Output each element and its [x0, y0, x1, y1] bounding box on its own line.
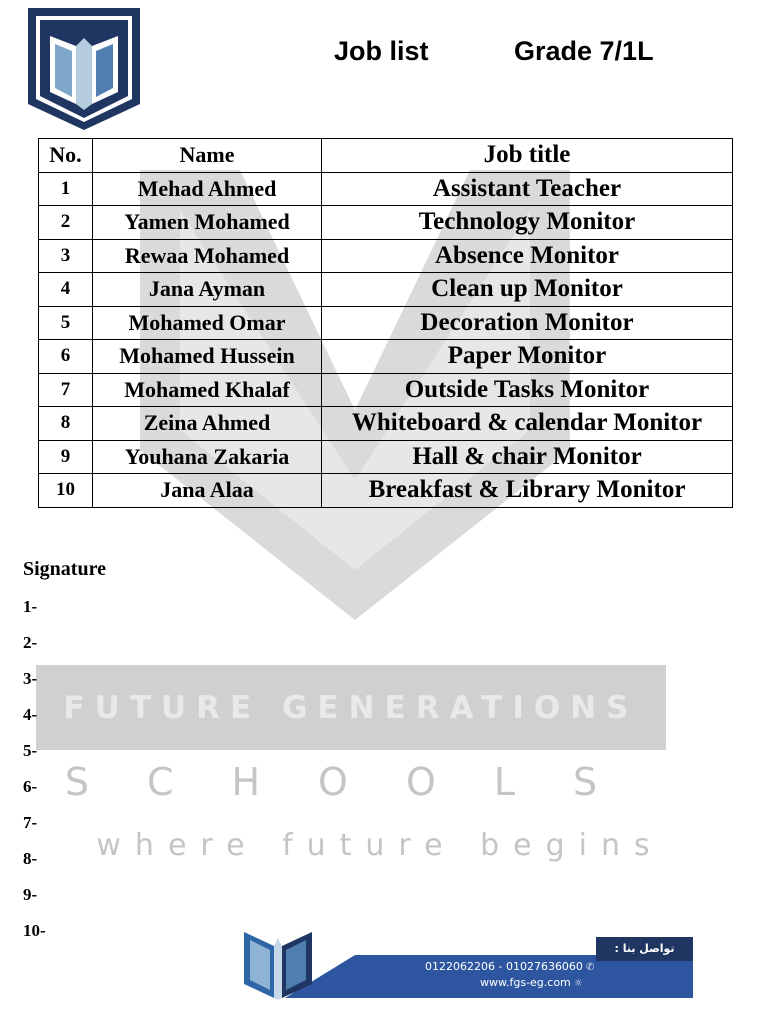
- cell-no: 8: [39, 407, 93, 441]
- footer-website: [480, 976, 583, 989]
- cell-no: 1: [39, 172, 93, 206]
- signature-line: 5-: [23, 741, 38, 760]
- table-row: [39, 340, 733, 374]
- table-row: [39, 407, 733, 441]
- cell-name: Yamen Mohamed: [93, 206, 322, 240]
- signature-line: 1-: [23, 597, 38, 616]
- table-row: [39, 206, 733, 240]
- cell-no: 9: [39, 440, 93, 474]
- phone-numbers: 0122062206 - 01027636060: [425, 960, 583, 973]
- cell-job-title: Absence Monitor: [322, 239, 733, 273]
- footer-phones: [425, 960, 594, 973]
- table-row: [39, 273, 733, 307]
- table-header-row: [39, 139, 733, 173]
- grade-label: Grade 7/1L: [514, 36, 654, 66]
- page-title: Job list: [334, 36, 429, 66]
- cell-job-title: Decoration Monitor: [322, 306, 733, 340]
- cell-job-title: Hall & chair Monitor: [322, 440, 733, 474]
- footer-logo-icon: [240, 920, 316, 1000]
- watermark-school-name: FUTURE GENERATIONS: [63, 690, 639, 726]
- globe-icon: ☼: [573, 978, 583, 989]
- cell-no: 6: [39, 340, 93, 374]
- cell-no: 2: [39, 206, 93, 240]
- table-row: [39, 172, 733, 206]
- cell-name: Jana Ayman: [93, 273, 322, 307]
- contact-us-tab: تواصل بنا :: [596, 937, 693, 961]
- cell-no: 7: [39, 373, 93, 407]
- table-row: [39, 474, 733, 508]
- signature-line: 6-: [23, 777, 38, 796]
- cell-name: Mohamed Khalaf: [93, 373, 322, 407]
- school-logo-icon: [28, 8, 140, 130]
- cell-job-title: Technology Monitor: [322, 206, 733, 240]
- signature-line: 10-: [23, 921, 46, 940]
- column-header-job-title: Job title: [322, 139, 733, 173]
- signature-line: 7-: [23, 813, 38, 832]
- signature-line: 4-: [23, 705, 38, 724]
- signature-list: [23, 597, 46, 957]
- table-row: [39, 440, 733, 474]
- cell-job-title: Breakfast & Library Monitor: [322, 474, 733, 508]
- website-link[interactable]: www.fgs-eg.com: [480, 976, 571, 989]
- watermark-tagline: where future begins: [96, 828, 664, 863]
- cell-no: 5: [39, 306, 93, 340]
- signature-line: 9-: [23, 885, 38, 904]
- cell-job-title: Clean up Monitor: [322, 273, 733, 307]
- table-row: [39, 306, 733, 340]
- signature-line: 3-: [23, 669, 38, 688]
- cell-no: 3: [39, 239, 93, 273]
- cell-no: 10: [39, 474, 93, 508]
- cell-name: Zeina Ahmed: [93, 407, 322, 441]
- signature-line: 2-: [23, 633, 38, 652]
- cell-name: Mohamed Omar: [93, 306, 322, 340]
- cell-name: Youhana Zakaria: [93, 440, 322, 474]
- table-row: [39, 239, 733, 273]
- column-header-name: Name: [93, 139, 322, 173]
- cell-name: Rewaa Mohamed: [93, 239, 322, 273]
- cell-name: Mohamed Hussein: [93, 340, 322, 374]
- table-row: [39, 373, 733, 407]
- signature-line: 8-: [23, 849, 38, 868]
- cell-job-title: Whiteboard & calendar Monitor: [322, 407, 733, 441]
- cell-no: 4: [39, 273, 93, 307]
- cell-job-title: Outside Tasks Monitor: [322, 373, 733, 407]
- cell-name: Mehad Ahmed: [93, 172, 322, 206]
- job-table: [38, 138, 733, 508]
- watermark-schools: SCHOOLS: [64, 760, 656, 804]
- cell-name: Jana Alaa: [93, 474, 322, 508]
- column-header-no: No.: [39, 139, 93, 173]
- cell-job-title: Assistant Teacher: [322, 172, 733, 206]
- cell-job-title: Paper Monitor: [322, 340, 733, 374]
- signature-heading: Signature: [23, 558, 106, 580]
- phone-icon: ✆: [585, 962, 595, 973]
